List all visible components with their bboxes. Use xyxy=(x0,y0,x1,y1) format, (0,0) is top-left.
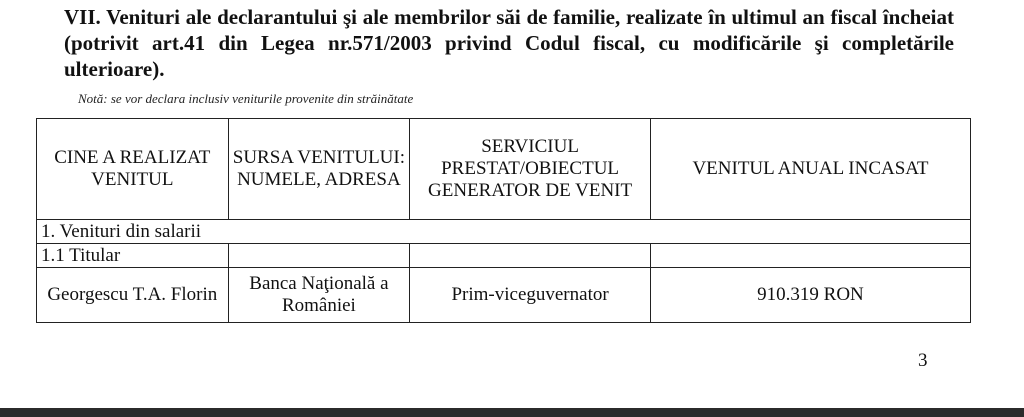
empty-cell xyxy=(410,244,651,268)
cell-income: 910.319 RON xyxy=(650,268,970,323)
income-table xyxy=(36,118,971,323)
note-text: Notă: se vor declara inclusiv veniturile provenite din străinătate xyxy=(78,91,414,106)
column-header-who: CINE A REALIZAT VENITUL xyxy=(37,119,229,220)
table-row xyxy=(37,268,971,323)
empty-cell xyxy=(650,244,970,268)
column-header-service: SERVICIUL PRESTAT/OBIECTUL GENERATOR DE VENIT xyxy=(410,119,651,220)
page-number: 3 xyxy=(918,350,928,371)
section-heading: VII. Venituri ale declarantului şi ale membrilor săi de familie, realizate în ultimul an fiscal încheiat (potrivit art.41 din Legea nr.571/2003 privind Codul fiscal, cu modificările şi completările ulterioare). xyxy=(64,5,954,81)
empty-cell xyxy=(228,244,410,268)
subsection-row-holder xyxy=(37,244,971,268)
section-label-salaries: 1. Venituri din salarii xyxy=(37,220,971,244)
subsection-label-holder: 1.1 Titular xyxy=(37,244,229,268)
column-header-source: SURSA VENITULUI: NUMELE, ADRESA xyxy=(228,119,410,220)
cell-who: Georgescu T.A. Florin xyxy=(37,268,229,323)
section-row-salaries xyxy=(37,220,971,244)
column-header-income: VENITUL ANUAL INCASAT xyxy=(650,119,970,220)
bottom-border-bar xyxy=(0,408,1024,417)
table-header-row xyxy=(37,119,971,220)
cell-source: Banca Naţională a României xyxy=(228,268,410,323)
cell-service: Prim-viceguvernator xyxy=(410,268,651,323)
